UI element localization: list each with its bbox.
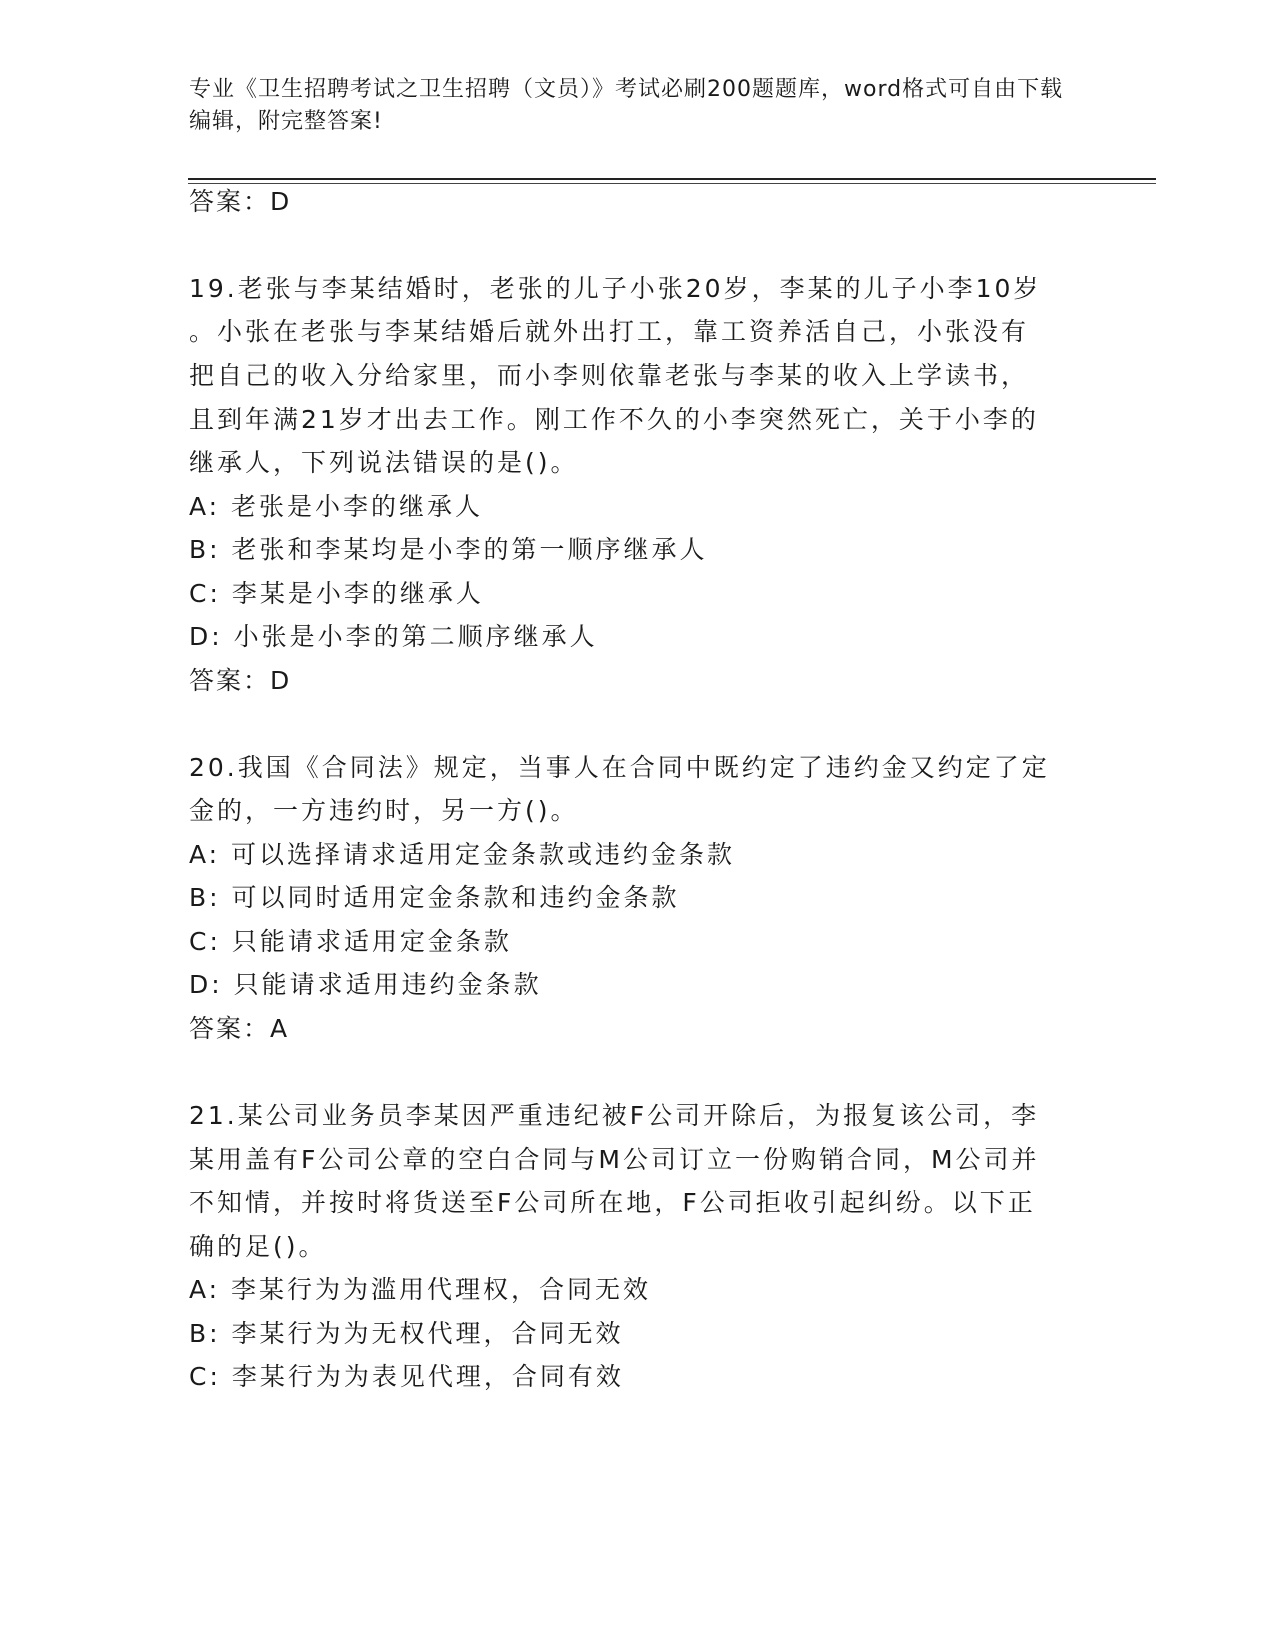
question-20-line-1: 20.我国《合同法》规定，当事人在合同中既约定了违约金又约定了定 <box>189 753 1050 782</box>
question-21-option-b: B: 李某行为为无权代理，合同无效 <box>189 1319 624 1348</box>
previous-answer: 答案：D <box>189 187 292 216</box>
question-21-line-3: 不知情，并按时将货送至F公司所在地，F公司拒收引起纠纷。以下正 <box>189 1188 1036 1217</box>
header-divider-thick <box>188 178 1156 180</box>
question-19-option-a: A: 老张是小李的继承人 <box>189 492 484 521</box>
question-20-option-b: B: 可以同时适用定金条款和违约金条款 <box>189 883 680 912</box>
question-21-line-4: 确的足()。 <box>189 1232 327 1261</box>
question-19-line-1: 19.老张与李某结婚时，老张的儿子小张20岁，李某的儿子小李10岁 <box>189 274 1042 303</box>
question-20-option-a: A: 可以选择请求适用定金条款或违约金条款 <box>189 840 736 869</box>
question-19-option-b: B: 老张和李某均是小李的第一顺序继承人 <box>189 535 708 564</box>
question-21-line-1: 21.某公司业务员李某因严重违纪被F公司开除后，为报复该公司，李 <box>189 1101 1040 1130</box>
question-19-answer: 答案：D <box>189 666 292 695</box>
question-19-line-5: 继承人，下列说法错误的是()。 <box>189 448 579 477</box>
question-20-line-2: 金的，一方违约时，另一方()。 <box>189 796 579 825</box>
question-19-line-2: 。小张在老张与李某结婚后就外出打工，靠工资养活自己，小张没有 <box>189 317 1030 346</box>
question-21-line-2: 某用盖有F公司公章的空白合同与M公司订立一份购销合同，M公司并 <box>189 1145 1040 1174</box>
question-19-line-4: 且到年满21岁才出去工作。刚工作不久的小李突然死亡，关于小李的 <box>189 405 1039 434</box>
question-21-option-c: C: 李某行为为表见代理，合同有效 <box>189 1362 624 1391</box>
question-19-line-3: 把自己的收入分给家里，而小李则依靠老张与李某的收入上学读书， <box>189 361 1030 390</box>
question-19-option-c: C: 李某是小李的继承人 <box>189 579 484 608</box>
question-20-option-c: C: 只能请求适用定金条款 <box>189 927 512 956</box>
question-20-answer: 答案：A <box>189 1014 290 1043</box>
header-divider-thin <box>188 183 1156 184</box>
document-header: 专业《卫生招聘考试之卫生招聘（文员）》考试必刷200题题库，word格式可自由下载编辑，附完整答案! <box>189 77 1064 134</box>
question-21-option-a: A: 李某行为为滥用代理权，合同无效 <box>189 1275 652 1304</box>
question-19-option-d: D: 小张是小李的第二顺序继承人 <box>189 622 598 651</box>
question-20-option-d: D: 只能请求适用违约金条款 <box>189 970 542 999</box>
